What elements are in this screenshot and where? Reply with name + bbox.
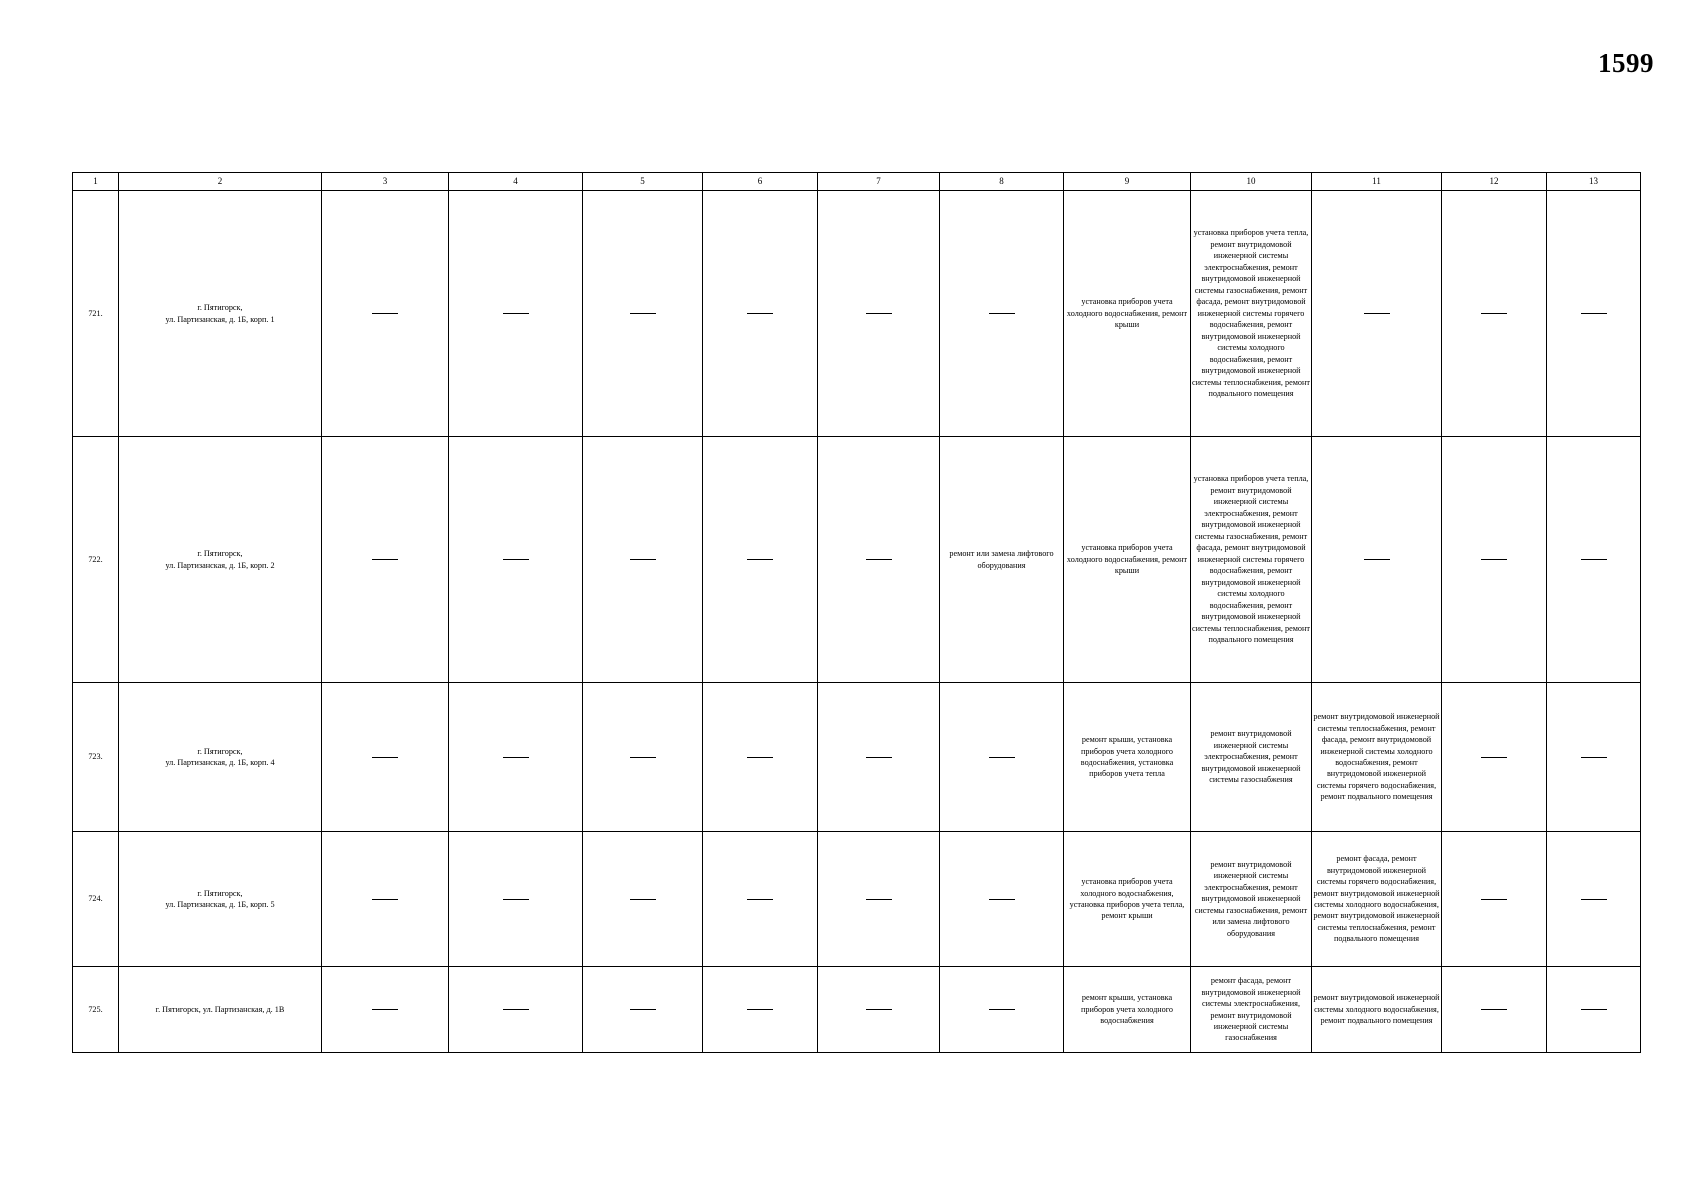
row-number: 722. [73,437,119,683]
dash-mark [747,313,773,314]
row-number: 724. [73,832,119,967]
dash-mark [1481,899,1507,900]
dash-mark [1581,1009,1607,1010]
work-cell: ремонт фасада, ремонт внутридомовой инженерной системы электроснабжения, ремонт внутридомовой инженерной системы газоснабжения [1191,967,1312,1053]
empty-cell-dash [818,191,940,437]
table-row [73,967,1641,1053]
repair-schedule-table [72,172,1641,1053]
row-number: 721. [73,191,119,437]
work-cell: ремонт или замена лифтового оборудования [940,437,1064,683]
table-row [73,191,1641,437]
address-city: г. Пятигорск, [197,303,243,313]
empty-cell-dash [940,967,1064,1053]
dash-mark [866,313,892,314]
work-cell: ремонт внутридомовой инженерной системы электроснабжения, ремонт внутридомовой инженерной системы газоснабжения, ремонт или замена лифтового оборудования [1191,832,1312,967]
dash-mark [1481,757,1507,758]
column-header: 8 [940,173,1064,191]
column-header: 11 [1312,173,1442,191]
empty-cell-dash [940,191,1064,437]
empty-cell-dash [703,967,818,1053]
address-street: ул. Партизанская, д. 1Б, корп. 2 [165,560,275,570]
empty-cell-dash [449,191,583,437]
dash-mark [630,899,656,900]
work-cell: ремонт крыши, установка приборов учета холодного водоснабжения, установка приборов учета тепла [1064,683,1191,832]
address-street: ул. Партизанская, д. 1Б, корп. 1 [165,314,275,324]
dash-mark [747,559,773,560]
empty-cell-dash [940,832,1064,967]
row-number: 723. [73,683,119,832]
empty-cell-dash [322,683,449,832]
empty-cell-dash [1442,437,1547,683]
work-cell: ремонт фасада, ремонт внутридомовой инженерной системы горячего водоснабжения, ремонт внутридомовой инженерной системы холодного водоснабжения, ремонт внутридомовой инженерной системы теплоснабжения, ремонт подвального помещения [1312,832,1442,967]
dash-mark [1581,559,1607,560]
column-header: 9 [1064,173,1191,191]
dash-mark [372,313,398,314]
dash-mark [1581,757,1607,758]
empty-cell-dash [1547,191,1641,437]
empty-cell-dash [583,191,703,437]
work-cell: установка приборов учета холодного водоснабжения, ремонт крыши [1064,437,1191,683]
address-city: г. Пятигорск, [197,888,243,898]
address-city: г. Пятигорск, [197,549,243,559]
empty-cell-dash [449,832,583,967]
address-street: ул. Партизанская, д. 1Б, корп. 5 [165,900,275,909]
empty-cell-dash [818,832,940,967]
empty-cell-dash [1442,967,1547,1053]
table-row [73,832,1641,967]
empty-cell-dash [583,683,703,832]
dash-mark [630,757,656,758]
empty-cell-dash [940,683,1064,832]
empty-cell-dash [1442,191,1547,437]
dash-mark [866,757,892,758]
dash-mark [866,559,892,560]
address-cell [119,832,322,967]
dash-mark [1481,559,1507,560]
dash-mark [503,313,529,314]
dash-mark [866,899,892,900]
empty-cell-dash [703,191,818,437]
empty-cell-dash [1547,683,1641,832]
address-cell [119,191,322,437]
column-header: 10 [1191,173,1312,191]
dash-mark [372,899,398,900]
dash-mark [630,313,656,314]
empty-cell-dash [449,437,583,683]
dash-mark [1481,1009,1507,1010]
work-cell: ремонт внутридомовой инженерной системы холодного водоснабжения, ремонт подвального помещения [1312,967,1442,1053]
work-cell: ремонт внутридомовой инженерной системы электроснабжения, ремонт внутридомовой инженерной системы газоснабжения [1191,683,1312,832]
empty-cell-dash [1547,832,1641,967]
empty-cell-dash [322,191,449,437]
dash-mark [372,559,398,560]
dash-mark [1481,313,1507,314]
dash-mark [1364,559,1390,560]
dash-mark [503,899,529,900]
dash-mark [630,1009,656,1010]
dash-mark [747,1009,773,1010]
empty-cell-dash [703,437,818,683]
empty-cell-dash [818,967,940,1053]
column-header: 13 [1547,173,1641,191]
row-number: 725. [73,967,119,1053]
empty-cell-dash [583,967,703,1053]
dash-mark [989,1009,1015,1010]
dash-mark [989,899,1015,900]
column-header: 5 [583,173,703,191]
empty-cell-dash [583,832,703,967]
work-cell: установка приборов учета тепла, ремонт внутридомовой инженерной системы электроснабжения, ремонт внутридомовой инженерной системы газоснабжения, ремонт фасада, ремонт внутридомовой инженерной системы горячего водоснабжения, ремонт внутридомовой инженерной системы холодного водоснабжения, ремонт внутридомовой инженерной системы теплоснабжения, ремонт подвального помещения [1191,191,1312,437]
empty-cell-dash [583,437,703,683]
empty-cell-dash [449,967,583,1053]
dash-mark [372,1009,398,1010]
empty-cell-dash [1312,437,1442,683]
column-header: 4 [449,173,583,191]
work-cell: установка приборов учета холодного водоснабжения, ремонт крыши [1064,191,1191,437]
work-cell: ремонт внутридомовой инженерной системы теплоснабжения, ремонт фасада, ремонт внутридомовой инженерной системы холодного водоснабжения, ремонт внутридомовой инженерной системы горячего водоснабжения, ремонт подвального помещения [1312,683,1442,832]
empty-cell-dash [1547,437,1641,683]
empty-cell-dash [818,683,940,832]
empty-cell-dash [322,967,449,1053]
page-number: 1599 [1598,48,1654,78]
empty-cell-dash [818,437,940,683]
empty-cell-dash [1547,967,1641,1053]
column-header: 2 [119,173,322,191]
empty-cell-dash [1312,191,1442,437]
empty-cell-dash [703,683,818,832]
work-cell: установка приборов учета тепла, ремонт внутридомовой инженерной системы электроснабжения, ремонт внутридомовой инженерной системы газоснабжения, ремонт фасада, ремонт внутридомовой инженерной системы горячего водоснабжения, ремонт внутридомовой инженерной системы холодного водоснабжения, ремонт внутридомовой инженерной системы теплоснабжения, ремонт подвального помещения [1191,437,1312,683]
address-city: г. Пятигорск, [197,746,243,756]
column-header: 7 [818,173,940,191]
column-header: 12 [1442,173,1547,191]
work-cell: ремонт крыши, установка приборов учета холодного водоснабжения [1064,967,1191,1053]
dash-mark [1581,899,1607,900]
empty-cell-dash [322,832,449,967]
dash-mark [989,757,1015,758]
column-header: 3 [322,173,449,191]
empty-cell-dash [1442,683,1547,832]
address-full: г. Пятигорск, ул. Партизанская, д. 1В [155,1004,285,1014]
dash-mark [1364,313,1390,314]
dash-mark [503,559,529,560]
empty-cell-dash [703,832,818,967]
dash-mark [989,313,1015,314]
empty-cell-dash [449,683,583,832]
table-row [73,683,1641,832]
address-cell [119,683,322,832]
dash-mark [747,899,773,900]
address-cell [119,967,322,1053]
table-row [73,437,1641,683]
column-number-row [73,173,1641,191]
dash-mark [503,757,529,758]
empty-cell-dash [322,437,449,683]
dash-mark [747,757,773,758]
dash-mark [630,559,656,560]
dash-mark [503,1009,529,1010]
empty-cell-dash [1442,832,1547,967]
column-header: 1 [73,173,119,191]
address-cell [119,437,322,683]
dash-mark [372,757,398,758]
address-street: ул. Партизанская, д. 1Б, корп. 4 [165,758,275,767]
dash-mark [1581,313,1607,314]
column-header: 6 [703,173,818,191]
dash-mark [866,1009,892,1010]
work-cell: установка приборов учета холодного водоснабжения, установка приборов учета тепла, ремонт крыши [1064,832,1191,967]
